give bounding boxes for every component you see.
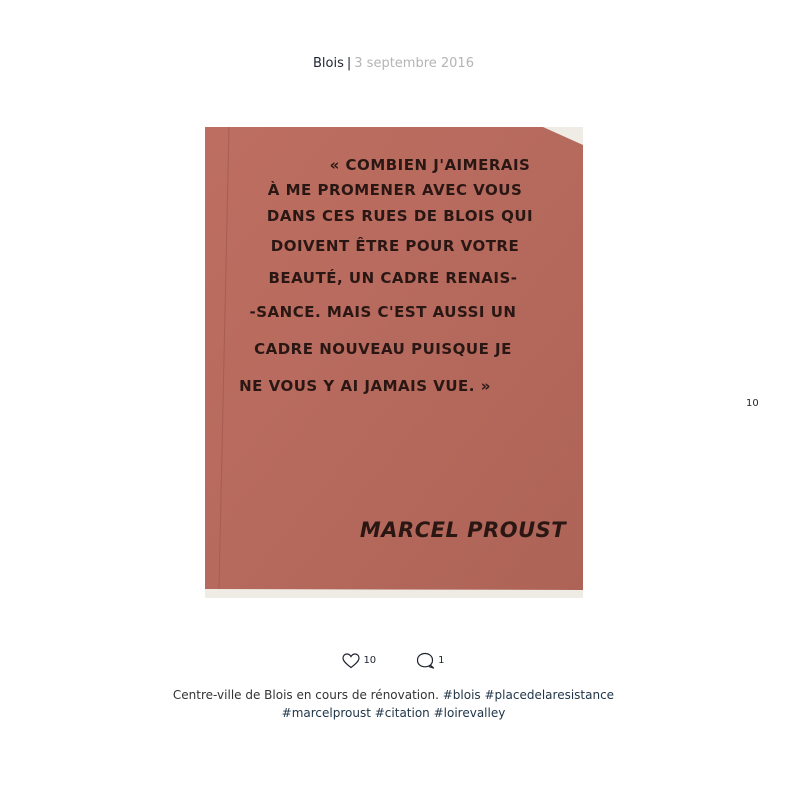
caption-text: Centre-ville de Blois en cours de rénovation. — [172, 688, 439, 702]
location-link[interactable]: Blois — [313, 56, 344, 71]
heart-icon — [342, 653, 360, 669]
quote-line-2: À ME PROMENER AVEC VOUS — [267, 181, 523, 199]
quote-line-7: CADRE NOUVEAU PUISQUE JE — [254, 340, 512, 358]
quote-line-1: « COMBIEN J'AIMERAIS — [329, 156, 531, 174]
quote-line-8: NE VOUS Y AI JAMAIS VUE. » — [239, 377, 491, 395]
comments-button[interactable] — [416, 652, 444, 669]
post-caption — [150, 686, 637, 722]
likes-count: 10 — [363, 655, 377, 666]
post-stats — [0, 652, 787, 669]
post-header — [0, 55, 787, 73]
header-separator: | — [346, 56, 352, 71]
hashtag-placedelaresistance[interactable]: #placedelaresistance — [484, 688, 615, 702]
quote-line-4: DOIVENT ÊTRE POUR VOTRE — [270, 237, 520, 255]
quote-line-3: DANS CES RUES DE BLOIS QUI — [266, 207, 534, 225]
quote-author: MARCEL PROUST — [359, 518, 567, 542]
hashtag-citation[interactable]: #citation — [374, 706, 430, 720]
post-date: 3 septembre 2016 — [354, 56, 474, 71]
quote-line-6: -SANCE. MAIS C'EST AUSSI UN — [249, 303, 517, 321]
post-photo[interactable] — [205, 127, 583, 598]
image-counter: 10 — [746, 398, 759, 409]
hashtag-blois[interactable]: #blois — [442, 688, 481, 702]
quote-line-5: BEAUTÉ, UN CADRE RENAIS- — [268, 269, 518, 287]
stencil-plate-image — [205, 127, 583, 598]
comment-bubble-icon — [416, 652, 435, 669]
hashtag-marcelproust[interactable]: #marcelproust — [281, 706, 371, 720]
comments-count: 1 — [438, 655, 445, 666]
likes-button[interactable] — [342, 653, 376, 669]
hashtag-loirevalley[interactable]: #loirevalley — [433, 706, 506, 720]
